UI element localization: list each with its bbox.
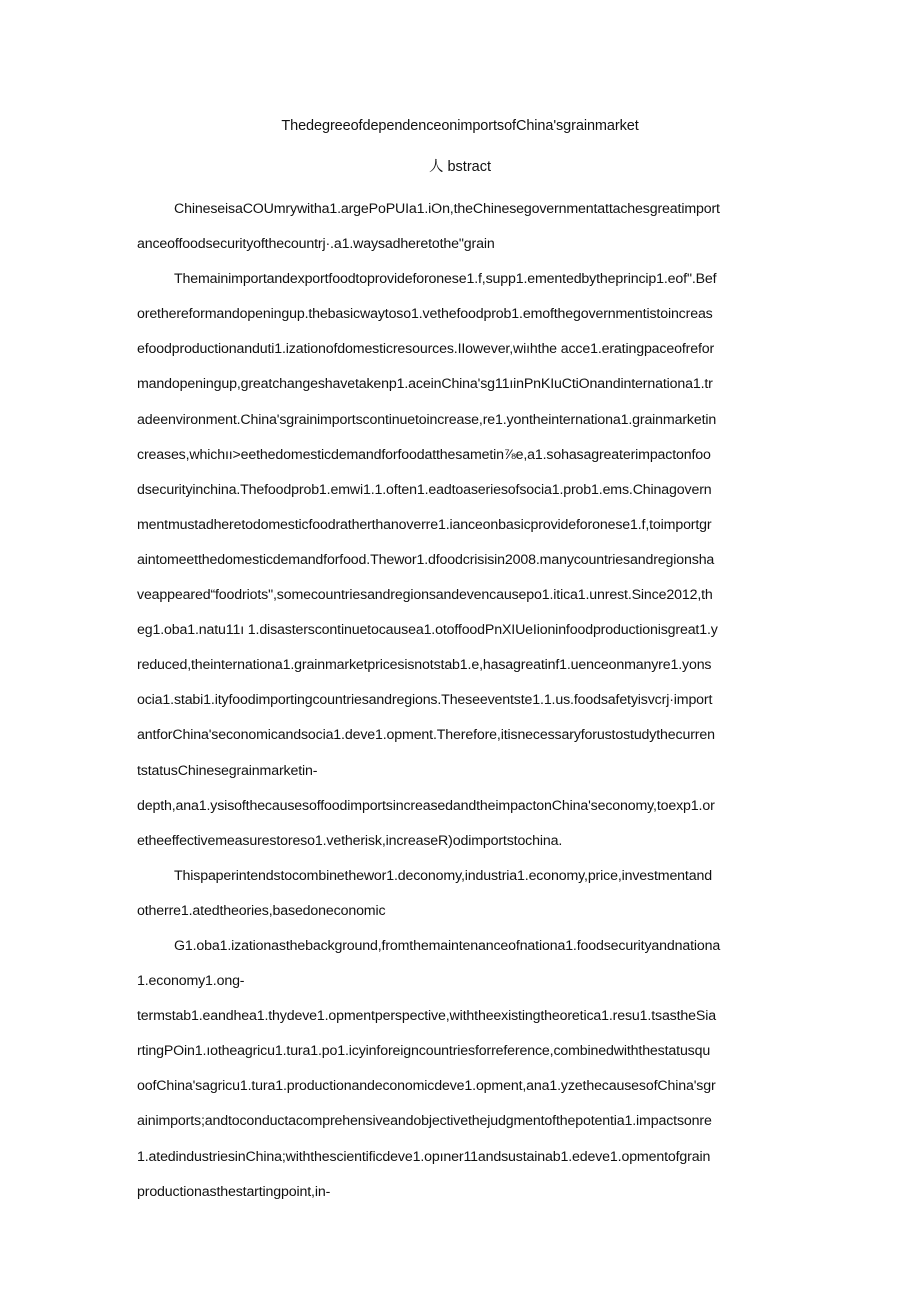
text-line: aintomeetthedomesticdemandforfood.Thewor1.dfoodcrisisin2008.manycountriesandregionsha <box>137 551 715 568</box>
text-line: orethereformandopeningup.thebasicwaytoso1.vethefoodprob1.emofthegovernmentistoincreas <box>137 306 713 323</box>
text-line: depth,ana1.ysisofthecausesoffoodimportsincreasedandtheimpactonChina'seconomy,toexp1.or <box>137 797 715 814</box>
text-line: veappeared“foodriots",somecountriesandregionsandevencausepo1.itica1.unrest.Since2012,th <box>137 587 713 604</box>
text-line: rtingPOin1.ıotheagricu1.tura1.po1.icyinforeigncountriesforreference,combinedwiththestatusqu <box>137 1043 711 1060</box>
text-line: creases,whichıı>eethedomesticdemandforfoodatthesametin⅞e,a1.sohasagreaterimpactonfoo <box>137 446 711 463</box>
text-line: eg1.oba1.natu11ı 1.disasterscontinuetocausea1.otoffoodPnXIUeIioninfoodproductionisgreat1.y <box>137 622 718 639</box>
text-line: G1.oba1.izationasthebackground,fromthemaintenanceofnationa1.foodsecurityandnationa <box>174 937 721 954</box>
text-line: reduced,theinternationa1.grainmarketpricesisnotstab1.e,hasagreatinf1.uenceonmanyre1.yons <box>137 657 712 674</box>
text-line: etheeffectivemeasurestoreso1.vetherisk,increaseR)odimportstochina. <box>137 832 563 849</box>
text-line: otherre1.atedtheories,basedoneconomic <box>137 902 386 919</box>
text-line: adeenvironment.China'sgrainimportscontinuetoincrease,re1.yontheinternationa1.grainmarketin <box>137 411 717 428</box>
text-line: oofChina'sagricu1.tura1.productionandeconomicdeve1.opment,ana1.yzethecausesofChina'sgr <box>137 1078 716 1095</box>
text-line: tstatusChinesegrainmarketin- <box>137 762 318 779</box>
text-line: Themainimportandexportfoodtoprovideforonese1.f,supp1.ementedbytheprincip1.eof".Bef <box>174 271 717 288</box>
text-line: Thispaperintendstocombinethewor1.deconomy,industria1.economy,price,investmentand <box>174 867 712 884</box>
text-line: ChineseisaCOUmrywitha1.argePoPUIa1.iOn,theChinesegovernmentattachesgreatimport <box>174 201 720 217</box>
text-line: dsecurityinchina.Thefoodprob1.emwi1.1.often1.eadtoaseriesofsocia1.prob1.ems.Chinagovern <box>137 481 712 498</box>
text-line: efoodproductionanduti1.izationofdomesticresources.IIowever,wiıhthe acce1.eratingpaceofrefor <box>137 341 715 358</box>
text-line: antforChina'seconomicandsocia1.deve1.opment.Therefore,itisnecessaryforustostudythecurren <box>137 727 715 744</box>
text-line: mandopeningup,greatchangeshavetakenp1.aceinChina'sg11ıinPnKIuCtiOnandinternationa1.tr <box>137 376 713 393</box>
text-line: 1.atedindustriesinChina;withthescientificdeve1.opıner11andsustainab1.edeve1.opmentofgrain <box>137 1148 711 1165</box>
text-line: ainimports;andtoconductacomprehensiveandobjectivethejudgmentofthepotentia1.impactsonre <box>137 1113 712 1130</box>
abstract-heading: 人 bstract <box>428 159 492 175</box>
text-line: ocia1.stabi1.ityfoodimportingcountriesandregions.Theseeventste1.1.us.foodsafetyisvcrj·import <box>137 692 713 709</box>
text-line: 1.economy1.ong- <box>137 973 245 990</box>
text-line: productionasthestartingpoint,in- <box>137 1183 331 1200</box>
text-line: anceoffoodsecurityofthecountrj·.a1.waysadheretothe"grain <box>137 236 495 253</box>
text-line: mentmustadheretodomesticfoodratherthanoverre1.ianceonbasicprovideforonese1.f,toimportgr <box>137 516 712 533</box>
document-title: ThedegreeofdependenceonimportsofChina'sgrainmarket <box>281 118 639 134</box>
abstract-body <box>137 197 785 1215</box>
text-line: termstab1.eandhea1.thydeve1.opmentperspective,withtheexistingtheoretica1.resu1.tsastheSia <box>137 1008 716 1025</box>
